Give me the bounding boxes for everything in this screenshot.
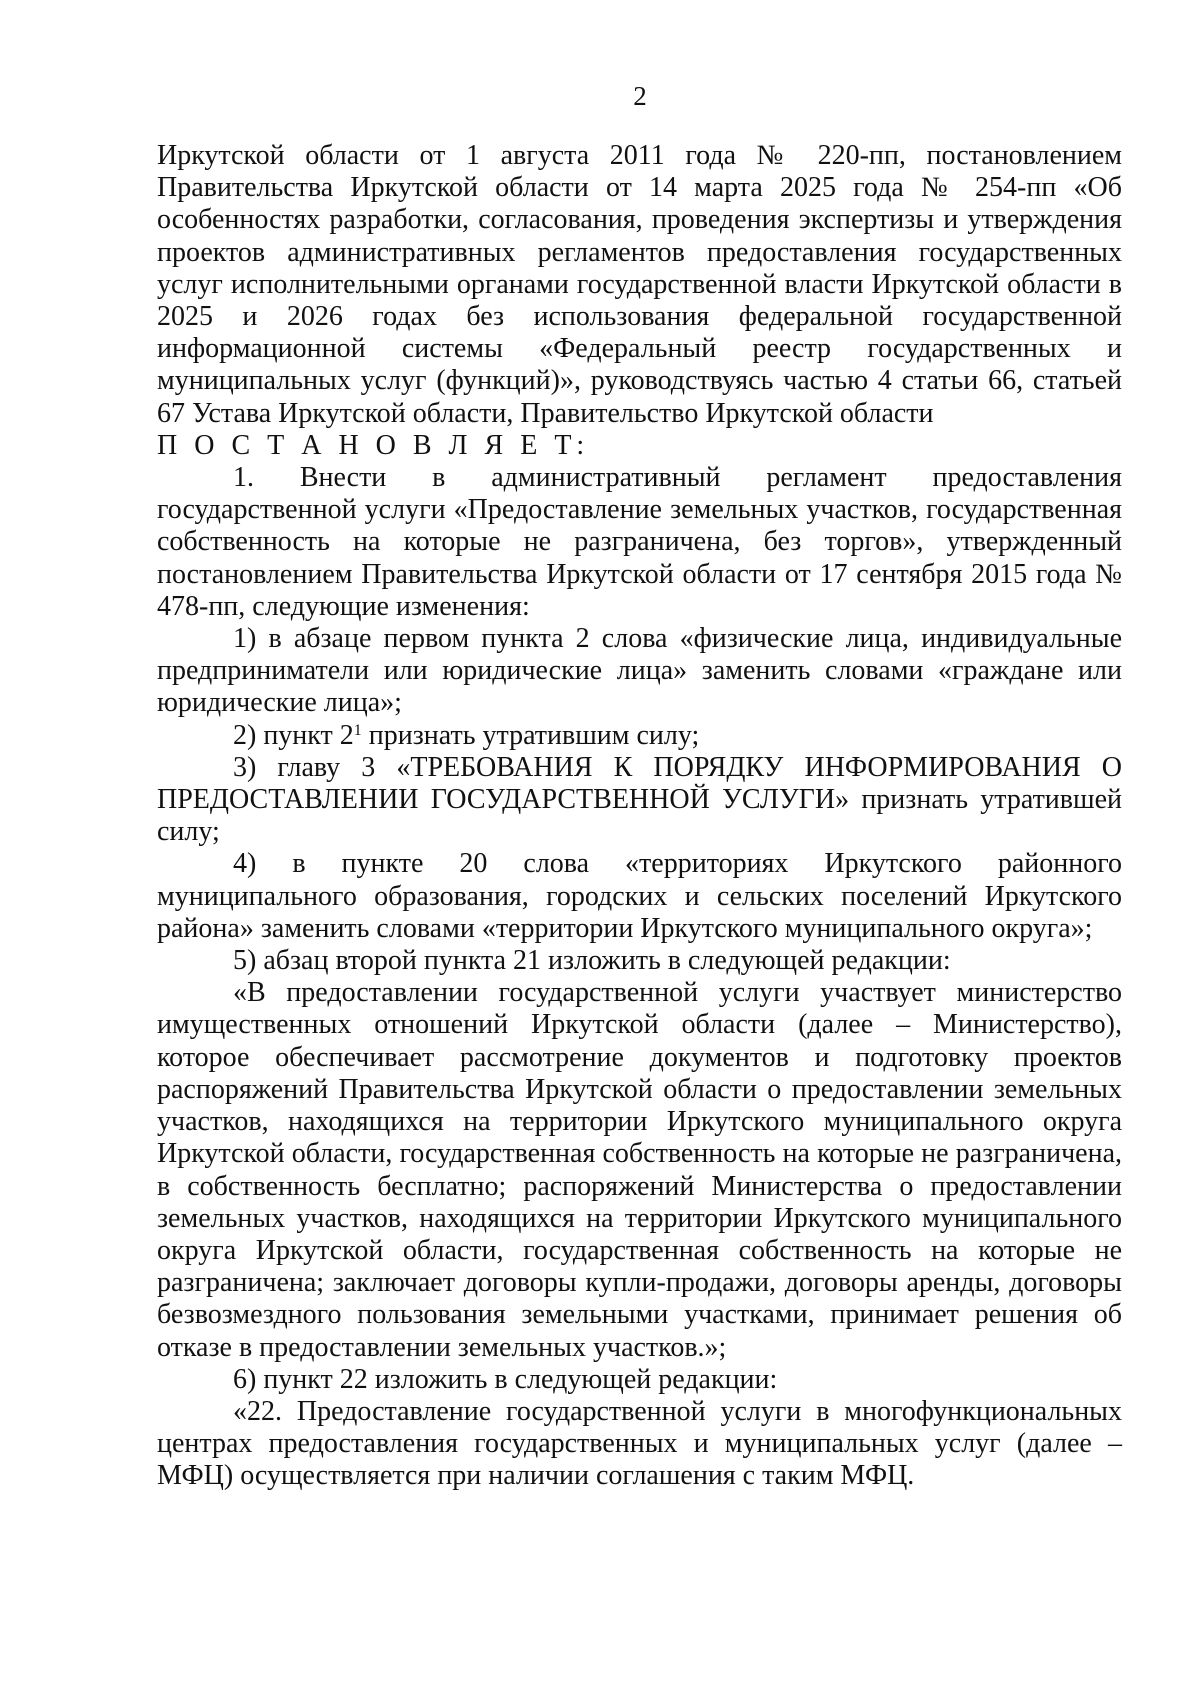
document-body [157, 140, 1122, 1493]
subitem-2-paragraph [157, 720, 1122, 752]
page-number: 2 [633, 81, 647, 111]
subitem-2-text-after: признать утратившим силу; [361, 719, 700, 751]
subitem-5-paragraph: 5) абзац второй пункта 21 изложить в следующей редакции: [233, 945, 951, 977]
quote-point-21-paragraph: «В предоставлении государственной услуги участвует министерство имущественных отношений Иркутской области (далее – Министерство), которое обеспечивает рассмотрение документов и подготовку проектов распоряжений Правительства Иркутской области о предоставлении земельных участков, находящихся на территории Иркутского муниципального округа Иркутской области, государственная собственность на которые не разграничена, в собственность бесплатно; распоряжений Министерства о предоставлении земельных участков, находящихся на территории Иркутского муниципального округа Иркутской области, государственная собственность на которые не разграничена; заключает договоры купли-продажи, договоры аренды, договоры безвозмездного пользования земельными участками, принимает решения об отказе в предоставлении земельных участков.»; [157, 977, 1122, 1363]
subitem-6-paragraph: 6) пункт 22 изложить в следующей редакции: [233, 1363, 778, 1395]
subitem-2-superscript: 1 [353, 721, 362, 739]
subitem-4-paragraph: 4) в пункте 20 слова «территориях Иркутского районного муниципального образования, городских и сельских поселений Иркутского района» заменить словами «территории Иркутского муниципального округа»; [157, 848, 1122, 944]
item-1-paragraph: 1. Внести в административный регламент предоставления государственной услуги «Предоставление земельных участков, государственная собственность на которые не разграничена, без торгов», утвержденный постановлением Правительства Иркутской области от 17 сентября 2015 года № 478-пп, следующие изменения: [157, 462, 1122, 622]
intro-paragraph: Иркутской области от 1 августа 2011 года № 220-пп, постановлением Правительства Иркутской области от 14 марта 2025 года № 254-пп «Об особенностях разработки, согласования, проведения экспертизы и утверждения проектов административных регламентов предоставления государственных услуг исполнительными органами государственной власти Иркутской области в 2025 и 2026 годах без использования федеральной государственной информационной системы «Федеральный реестр государственных и муниципальных услуг (функций)», руководствуясь частью 4 статьи 66, статьей 67 Устава Иркутской области, Правительство Иркутской области [157, 140, 1122, 429]
subitem-3-paragraph: 3) главу 3 «ТРЕБОВАНИЯ К ПОРЯДКУ ИНФОРМИРОВАНИЯ О ПРЕДОСТАВЛЕНИИ ГОСУДАРСТВЕННОЙ УСЛУГИ» признать утратившей силу; [157, 751, 1122, 848]
decree-heading: П О С Т А Н О В Л Я Е Т: [157, 429, 590, 461]
subitem-1-paragraph: 1) в абзаце первом пункта 2 слова «физические лица, индивидуальные предприниматели или юридические лица» заменить словами «граждане или юридические лица»; [157, 623, 1122, 719]
subitem-2-text-before: 2) пункт 2 [233, 719, 354, 751]
quote-point-22-paragraph: «22. Предоставление государственной услуги в многофункциональных центрах предоставления государственных и муниципальных услуг (далее – МФЦ) осуществляется при наличии соглашения с таким МФЦ. [157, 1395, 1122, 1492]
